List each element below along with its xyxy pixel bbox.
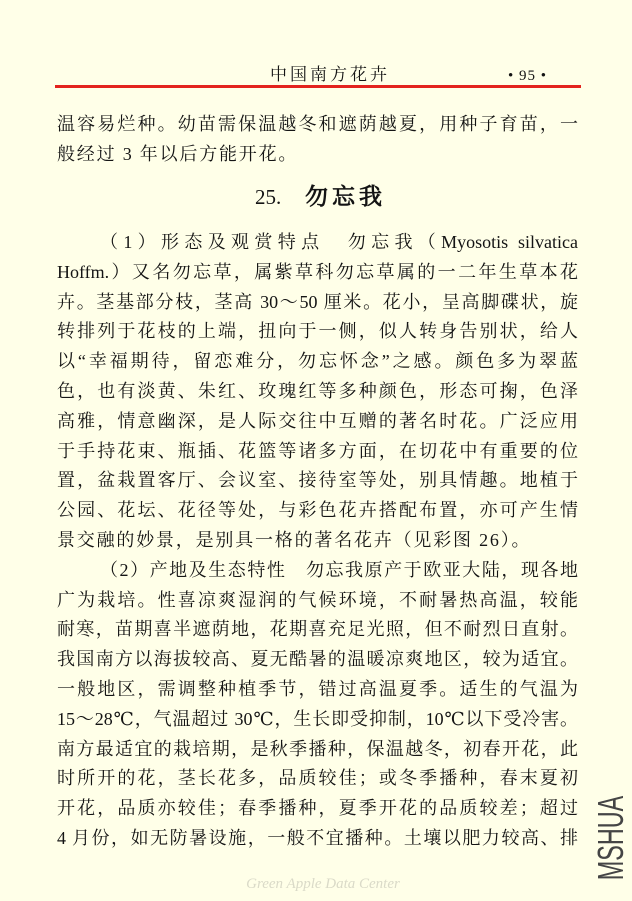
paragraph-morphology	[57, 228, 578, 556]
body-text-line: 温容易烂种。幼苗需保温越冬和遮荫越夏，用种子育苗，一	[57, 114, 578, 134]
body-text-line: 15～28℃，气温超过 30℃，生长即受抑制，10℃以下受冷害。	[57, 708, 578, 729]
body-text-line: 于手持花束、瓶插、花篮等诸多方面，在切花中有重要的位	[57, 440, 578, 461]
body-text-line: 景交融的妙景，是别具一格的著名花卉（见彩图 26）。	[57, 529, 532, 550]
body-text-line: 色，也有淡黄、朱红、玫瑰红等多种颜色，形态可掬，色泽	[57, 380, 578, 401]
continued-paragraph	[57, 110, 578, 170]
body-text-line: 4 月份，如无防暑设施，一般不宜播种。土壤以肥力较高、排	[57, 827, 578, 848]
body-text-line: 高雅，情意幽深，是人际交往中互赠的著名时花。广泛应用	[57, 410, 578, 431]
body-text-line: （1）形态及观赏特点 勿忘我（Myosotis silvatica	[100, 232, 578, 252]
section-title: 勿忘我	[305, 184, 386, 209]
body-text-line: 般经过 3 年以后方能开花。	[57, 143, 299, 164]
body-text-line: 开花，品质亦较佳；春季播种，夏季开花的品质较差；超过	[57, 798, 578, 819]
body-text-line: 置，盆栽置客厅、会议室、接待室等处，别具情趣。地植于	[57, 470, 578, 491]
body-text-line: 时所开的花，茎长花多，品质较佳；或冬季播种，春末夏初	[57, 768, 578, 789]
body-text-line: 一般地区，需调整种植季节，错过高温夏季。适生的气温为	[57, 678, 578, 699]
running-header-title: 中国南方花卉	[270, 65, 390, 84]
body-text-line: 卉。茎基部分枝，茎高 30～50 厘米。花小，呈高脚碟状，旋	[57, 291, 578, 312]
body-text-line: Hoffm.）又名勿忘草，属紫草科勿忘草属的一二年生草本花	[57, 261, 578, 282]
section-heading	[255, 181, 386, 213]
body-text-line: 耐寒，苗期喜半遮荫地，花期喜充足光照，但不耐烈日直射。	[57, 619, 578, 640]
page-number: • 95 •	[508, 68, 548, 84]
side-watermark: MSHUA	[590, 795, 631, 881]
paragraph-origin-ecology	[57, 556, 578, 854]
footer-watermark: Green Apple Data Center	[246, 876, 400, 892]
body-text-line: 南方最适宜的栽培期，是秋季播种，保温越冬，初春开花，此	[57, 738, 578, 759]
section-number: 25.	[255, 185, 282, 209]
body-text-line: 转排列于花枝的上端，扭向于一侧，似人转身告别状，给人	[57, 321, 578, 342]
body-text-line: 我国南方以海拔较高、夏无酷暑的温暖凉爽地区，较为适宜。	[57, 649, 578, 670]
section-body	[57, 228, 578, 854]
body-text-line: （2）产地及生态特性 勿忘我原产于欧亚大陆，现各地	[100, 559, 578, 580]
body-text-line: 以“幸福期待，留恋难分，勿忘怀念”之感。颜色多为翠蓝	[57, 351, 578, 372]
header-rule	[55, 85, 581, 88]
body-text-line: 公园、花坛、花径等处，与彩色花卉搭配布置，亦可产生情	[57, 500, 578, 521]
body-text-line: 广为栽培。性喜凉爽湿润的气候环境，不耐暑热高温，较能	[57, 589, 578, 610]
